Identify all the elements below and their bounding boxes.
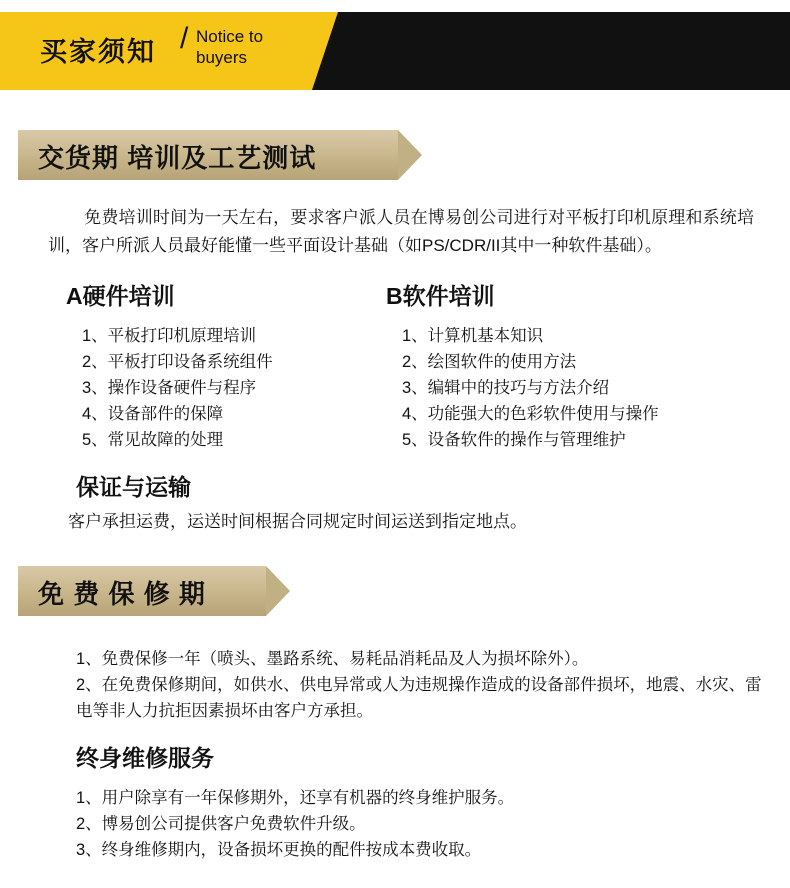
training-paragraph [0,204,790,260]
training-column-software [386,278,706,453]
list-item: 5、常见故障的处理 [82,431,224,449]
list-item: 2、在免费保修期间，如供水、供电异常或人为违规操作造成的设备部件损坏，地震、水灾、雷电等非人力抗拒因素损坏由客户方承担。 [76,676,762,720]
spacer [0,180,790,204]
header-title-en [196,26,306,68]
column-list [66,323,386,453]
list-item: 1、平板打印机原理培训 [82,327,257,345]
list-item: 2、博易创公司提供客户免费软件升级。 [76,815,366,833]
lifetime-service-list [0,779,790,863]
subhead-lifetime-service: 终身维修服务 [76,745,214,771]
list-item: 2、绘图软件的使用方法 [402,353,577,371]
header-separator: / [180,22,189,55]
header-title-en-line2: buyers [196,48,248,67]
list-item: 3、终身维修期内，设备损坏更换的配件按成本费收取。 [76,841,482,859]
subhead-warranty-shipping: 保证与运输 [76,474,191,500]
training-paragraph-text: 免费培训时间为一天左右，要求客户派人员在博易创公司进行对平板打印机原理和系统培训，客户所派人员最好能懂一些平面设计基础（如PS/CDR/II其中一种软件基础）。 [48,208,754,255]
section-banner-free-warranty [0,566,790,616]
column-list [386,323,706,453]
list-item: 4、功能强大的色彩软件使用与操作 [402,405,659,423]
warranty-shipping-text: 客户承担运费，运送时间根据合同规定时间运送到指定地点。 [68,512,527,531]
free-warranty-list [0,640,790,724]
list-item: 3、操作设备硬件与程序 [82,379,257,397]
column-title: B软件培训 [386,283,495,309]
section-banner-training [0,130,790,180]
spacer [0,536,790,566]
page-header [0,0,790,100]
list-item: 4、设备部件的保障 [82,405,224,423]
list-item: 1、免费保修一年（喷头、墨路系统、易耗品消耗品及人为损坏除外）。 [76,650,589,668]
list-item: 1、用户除享有一年保修期外，还享有机器的终身维护服务。 [76,789,515,807]
header-title-cn: 买家须知 [40,37,156,67]
banner-label: 交货期 培训及工艺测试 [38,143,317,173]
spacer [0,616,790,640]
list-item: 3、编辑中的技巧与方法介绍 [402,379,610,397]
spacer [0,100,790,130]
training-column-hardware [66,278,386,453]
list-item: 5、设备软件的操作与管理维护 [402,431,626,449]
training-columns [0,260,790,453]
banner-label: 免 费 保 修 期 [38,579,206,609]
list-item: 2、平板打印设备系统组件 [82,353,273,371]
header-title-en-line1: Notice to [196,27,264,46]
list-item: 1、计算机基本知识 [402,327,544,345]
column-title: A硬件培训 [66,283,175,309]
